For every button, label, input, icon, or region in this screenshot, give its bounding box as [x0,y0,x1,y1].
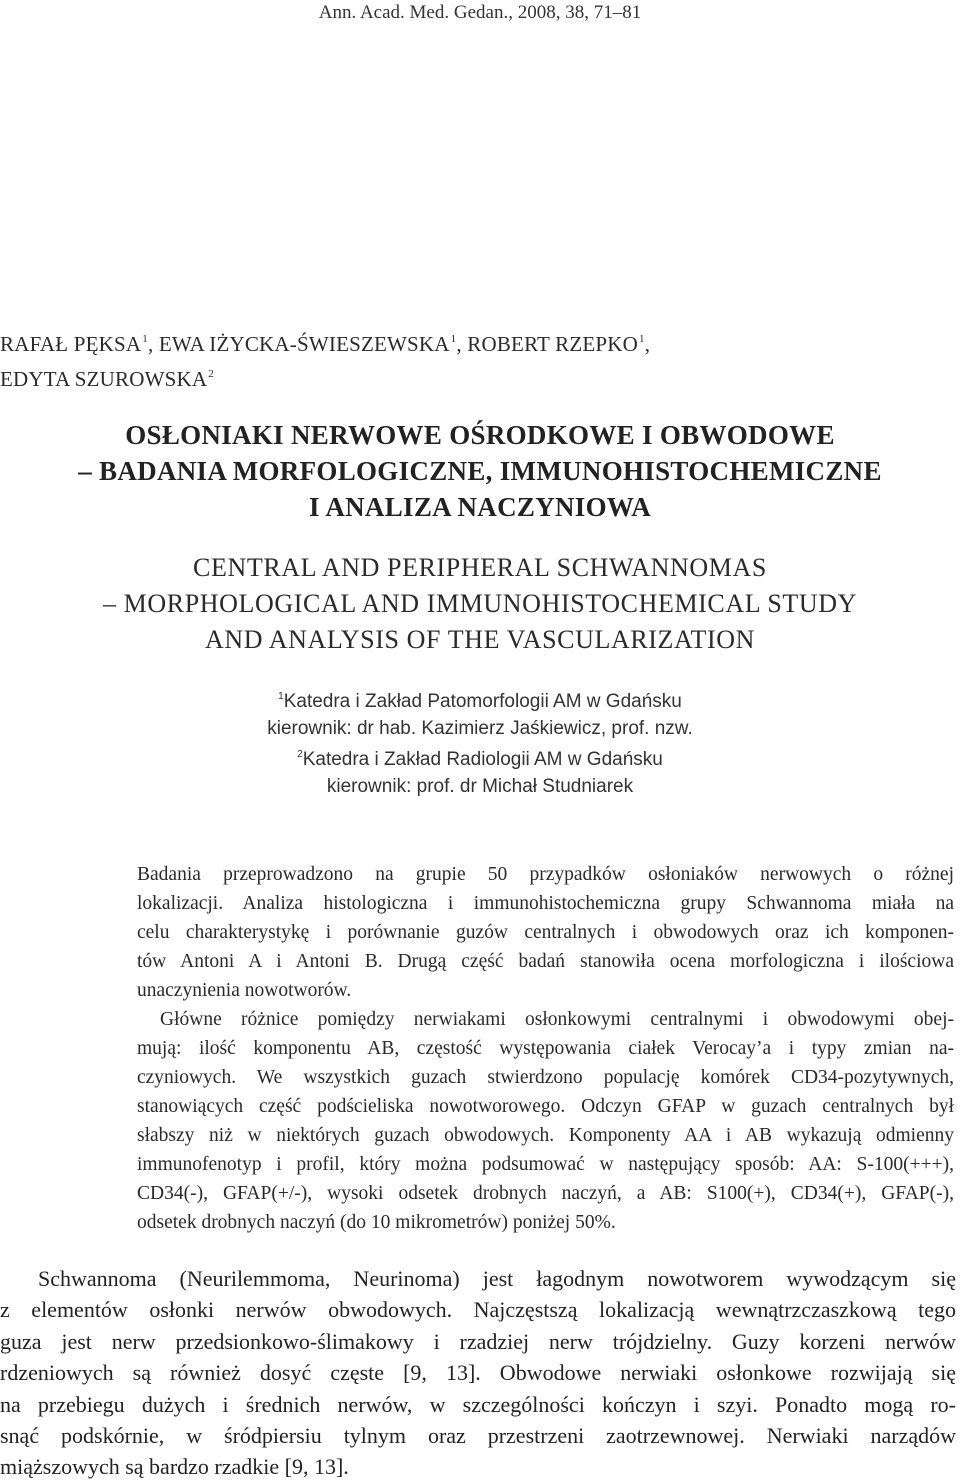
abstract-line: unaczynienia nowotworów. [137,980,352,1001]
affiliation-marker: 1 [278,691,284,702]
body-line: miąższowych są bardzo rzadkie [9, 13]. [0,1454,349,1480]
author-name: ROBERT RZEPKO [467,332,639,356]
polish-title-line: – BADANIA MORFOLOGICZNE, IMMUNOHISTOCHEMICZNE [78,456,882,486]
english-title [40,550,920,658]
affiliation-head: kierownik: prof. dr Michał Studniarek [326,775,634,797]
polish-title-line: OSŁONIAKI NERWOWE OŚRODKOWE I OBWODOWE [125,420,835,450]
english-title-line: AND ANALYSIS OF THE VASCULARIZATION [204,625,755,654]
affiliation-head: kierownik: dr hab. Kazimierz Jaśkiewicz, prof. nzw. [267,717,693,739]
polish-title [60,417,900,525]
body-line: snąć podskórnie, w śródpiersiu tylnym oraz przestrzeni zaotrzewnowej. Nerwiaki narządów [0,1422,956,1448]
affiliation-marker: 1 [450,333,457,345]
affiliation-unit-text: Katedra i Zakład Patomorfologii AM w Gdańsku [283,691,682,712]
author-name: EWA IŻYCKA-ŚWIESZEWSKA [158,332,450,356]
body-line: Schwannoma (Neurilemmoma, Neurinoma) jest łagodnym nowotworem wywodzącym się [38,1266,956,1291]
abstract-line: stanowiących część podścieliska nowotworowego. Odczyn GFAP w guzach centralnych był [137,1096,954,1117]
english-title-line: CENTRAL AND PERIPHERAL SCHWANNOMAS [193,553,767,582]
author-separator: , [644,332,651,356]
author-separator: , [147,332,159,356]
body-line: guza jest nerw przedsionkowo-ślimakowy i rzadziej nerw trójdzielny. Guzy korzeni nerwów [0,1328,956,1354]
abstract-line: słabszy niż w niektórych guzach obwodowych. Komponenty AA i AB wykazują odmienny [137,1125,954,1146]
affiliation-unit [100,742,860,774]
affiliation-unit-text: Katedra i Zakład Radiologii AM w Gdańsku [302,749,663,770]
english-title-line: – MORPHOLOGICAL AND IMMUNOHISTOCHEMICAL STUDY [102,589,858,618]
author-line-2 [0,359,960,394]
abstract-line: mują: ilość komponentu AB, częstość występowania ciałek Verocay’a i typy zmian na- [137,1038,954,1059]
abstract-line: czyniowych. We wszystkich guzach stwierdzono populację komórek CD34-pozytywnych, [137,1067,954,1088]
author-line-1 [0,324,960,359]
abstract-line: celu charakterystykę i porównanie guzów centralnych i obwodowych oraz ich komponen- [137,922,954,943]
affiliation-marker: 2 [297,749,303,760]
author-list [0,324,960,394]
abstract-line: odsetek drobnych naczyń (do 10 mikrometrów) poniżej 50%. [137,1212,616,1233]
affiliation-marker: 1 [639,333,645,345]
body-line: rdzeniowych są również dosyć częste [9, 13]. Obwodowe nerwiaki osłonkowe rozwijają się [0,1360,956,1386]
affiliation-unit [100,684,860,716]
abstract-line: CD34(-), GFAP(+/-), wysoki odsetek drobnych naczyń, a AB: S100(+), CD34(+), GFAP(-), [137,1183,954,1204]
abstract-line: immunofenotyp i profil, który można podsumować w następujący sposób: AA: S-100(+++), [137,1154,954,1175]
author-separator: , [456,332,468,356]
running-head: Ann. Acad. Med. Gedan., 2008, 38, 71–81 [318,2,642,23]
body-line: z elementów osłonki nerwów obwodowych. Najczęstszą lokalizacją wewnątrzczaszkową tego [0,1297,956,1323]
abstract-line: Główne różnice pomiędzy nerwiakami osłonkowymi centralnymi i obwodowymi obej- [160,1009,954,1030]
body-text [0,1263,956,1483]
body-line: na przebiegu dużych i średnich nerwów, w szczególności kończyn i szyi. Ponadto mogą ro- [0,1391,956,1417]
abstract [137,860,954,1237]
author-name: EDYTA SZUROWSKA [0,367,208,391]
author-name: RAFAŁ PĘKSA [0,332,142,356]
affiliations [100,684,860,800]
affiliation-marker: 1 [142,333,148,345]
affiliation-marker: 2 [208,368,214,380]
polish-title-line: I ANALIZA NACZYNIOWA [308,492,652,522]
abstract-line: lokalizacji. Analiza histologiczna i immunohistochemiczna grupy Schwannoma miała na [137,893,954,914]
abstract-line: tów Antoni A i Antoni B. Drugą część badań stanowiła ocena morfologiczna i ilościowa [137,951,954,972]
abstract-line: Badania przeprowadzono na grupie 50 przypadków osłoniaków nerwowych o różnej [137,864,954,885]
